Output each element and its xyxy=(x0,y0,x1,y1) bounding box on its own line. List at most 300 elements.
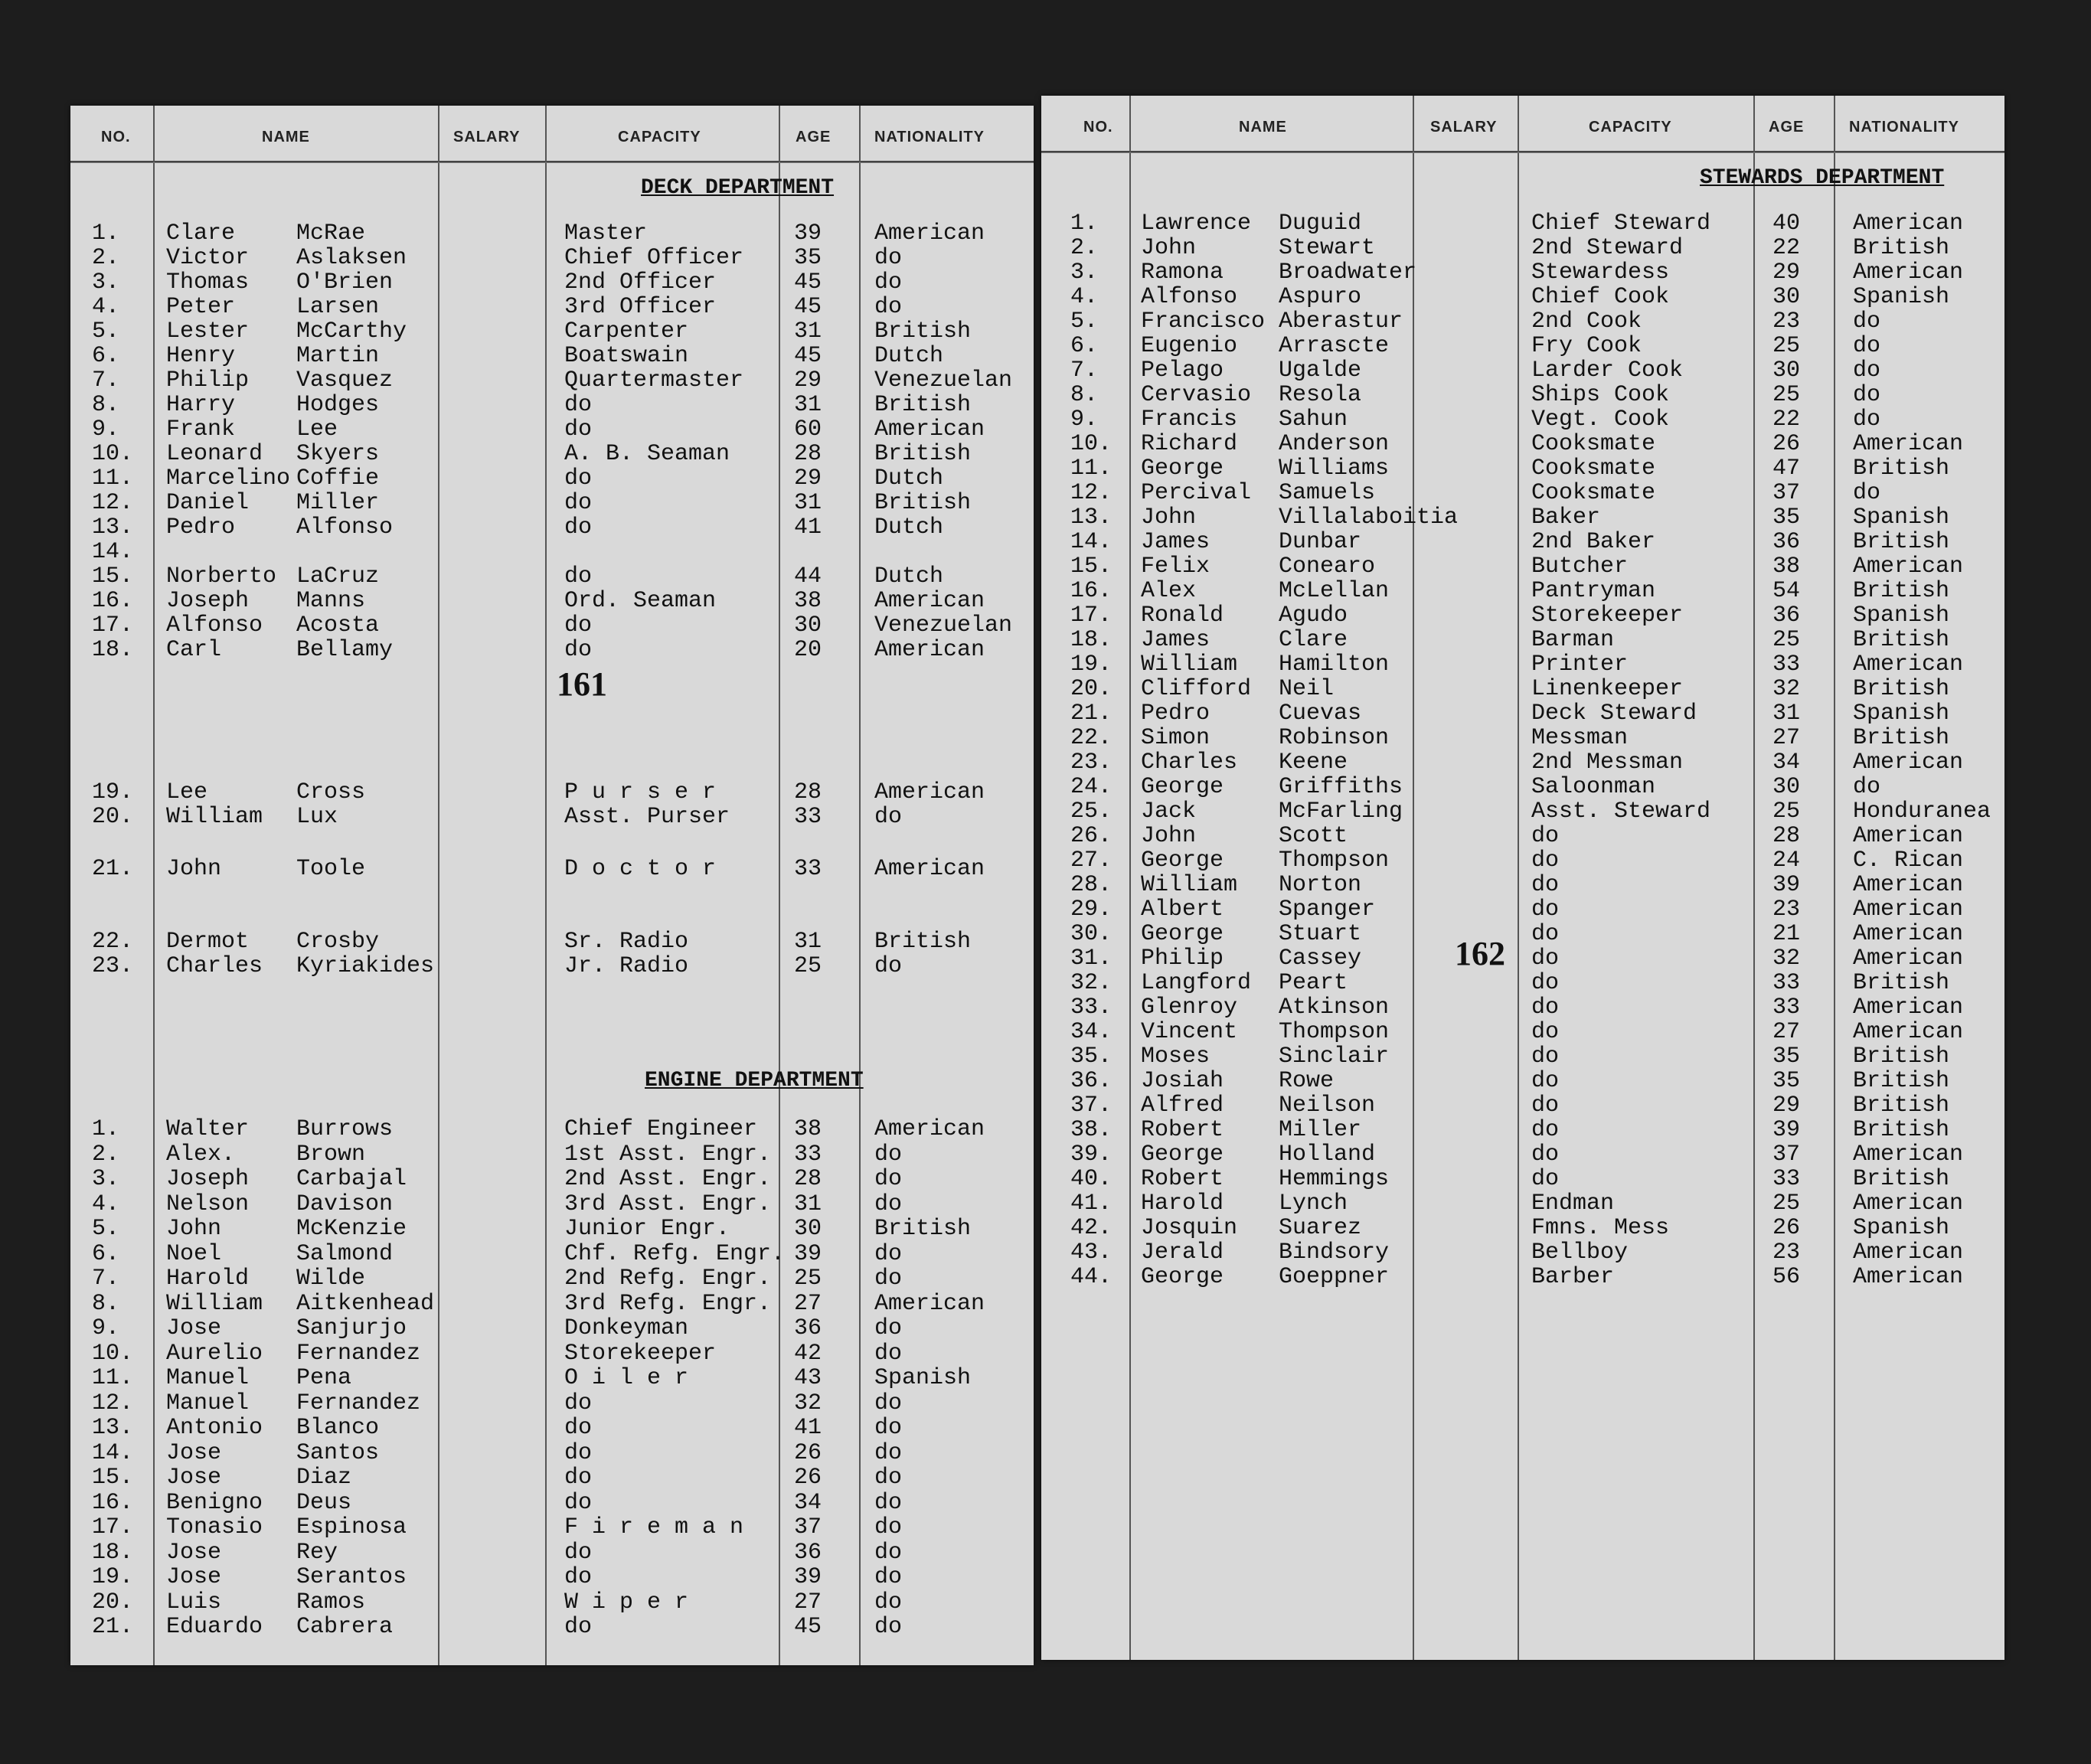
last-name: Rey xyxy=(296,1539,338,1566)
first-name: Albert xyxy=(1141,897,1224,923)
crew-row xyxy=(1041,211,2004,235)
age: 37 xyxy=(794,1514,822,1540)
row-number: 9. xyxy=(92,1315,120,1341)
age: 23 xyxy=(1772,1240,1801,1266)
row-number: 20. xyxy=(92,1589,134,1615)
first-name: Jerald xyxy=(1141,1240,1224,1266)
first-name: Marcelino xyxy=(166,466,291,492)
crew-row xyxy=(70,294,1034,318)
nationality: Spanish xyxy=(1853,505,1950,531)
capacity: do xyxy=(1531,897,1560,923)
first-name: John xyxy=(166,856,222,882)
row-number: 8. xyxy=(92,392,120,418)
crew-row xyxy=(70,1191,1034,1216)
age: 42 xyxy=(794,1340,822,1367)
capacity: Carpenter xyxy=(564,318,689,345)
nationality: British xyxy=(1853,456,1950,482)
first-name: Harold xyxy=(166,1266,250,1292)
last-name: Spanger xyxy=(1279,897,1376,923)
first-name: Manuel xyxy=(166,1390,250,1416)
nationality: do xyxy=(874,1390,903,1416)
capacity: Barber xyxy=(1531,1264,1615,1290)
row-number: 3. xyxy=(92,270,120,296)
right-manifest-page xyxy=(1041,96,2004,1660)
capacity: F i r e m a n xyxy=(564,1514,744,1540)
page-number: 161 xyxy=(557,665,607,703)
capacity: 1st Asst. Engr. xyxy=(564,1141,772,1168)
age: 54 xyxy=(1772,578,1801,604)
first-name: Alfonso xyxy=(1141,284,1238,310)
first-name: Joseph xyxy=(166,588,250,614)
first-name: Jose xyxy=(166,1315,222,1341)
first-name: Dermot xyxy=(166,929,250,955)
crew-row xyxy=(1041,921,2004,946)
nationality: do xyxy=(874,953,903,979)
nationality: do xyxy=(874,1240,903,1267)
nationality: do xyxy=(874,294,903,320)
capacity: Linenkeeper xyxy=(1531,676,1684,702)
crew-row xyxy=(70,1564,1034,1589)
capacity: do xyxy=(1531,995,1560,1021)
capacity: Ord. Seaman xyxy=(564,588,717,614)
capacity: Quartermaster xyxy=(564,368,744,394)
nationality: American xyxy=(874,1116,985,1142)
age: 30 xyxy=(794,1216,822,1242)
crew-row xyxy=(70,490,1034,514)
last-name: Conearo xyxy=(1279,554,1376,580)
row-number: 1. xyxy=(92,220,120,247)
first-name: John xyxy=(1141,505,1197,531)
nationality: American xyxy=(1853,1191,1964,1217)
nationality: British xyxy=(1853,1093,1950,1119)
last-name: Fernandez xyxy=(296,1390,421,1416)
last-name: Davison xyxy=(296,1191,394,1217)
nationality: American xyxy=(874,416,985,443)
crew-row xyxy=(70,1241,1034,1266)
row-number: 3. xyxy=(1070,260,1099,286)
last-name: Dunbar xyxy=(1279,529,1362,555)
crew-row xyxy=(70,1266,1034,1290)
last-name: Stuart xyxy=(1279,921,1362,947)
row-number: 41. xyxy=(1070,1191,1112,1217)
first-name: Harry xyxy=(166,392,236,418)
row-number: 14. xyxy=(1070,529,1112,555)
first-name: Antonio xyxy=(166,1415,263,1441)
last-name: Lee xyxy=(296,416,338,443)
crew-row xyxy=(70,441,1034,466)
capacity: Chief Officer xyxy=(564,245,744,271)
nationality: do xyxy=(874,1266,903,1292)
nationality: American xyxy=(1853,652,1964,678)
crew-row xyxy=(70,637,1034,662)
row-number: 4. xyxy=(92,294,120,320)
row-number: 32. xyxy=(1070,970,1112,996)
first-name: Pedro xyxy=(1141,701,1210,727)
crew-row xyxy=(70,539,1034,564)
capacity: Jr. Radio xyxy=(564,953,689,979)
first-name: John xyxy=(166,1216,222,1242)
crew-row xyxy=(1041,480,2004,505)
capacity: Storekeeper xyxy=(564,1340,717,1367)
crew-row xyxy=(1041,750,2004,774)
last-name: Aberastur xyxy=(1279,309,1403,335)
capacity: Storekeeper xyxy=(1531,603,1684,629)
first-name: Pedro xyxy=(166,514,236,541)
last-name: Cassey xyxy=(1279,946,1362,972)
row-number: 6. xyxy=(1070,333,1099,359)
last-name: McRae xyxy=(296,220,366,247)
nationality: British xyxy=(1853,235,1950,261)
crew-row xyxy=(1041,382,2004,407)
age: 39 xyxy=(1772,1117,1801,1143)
capacity: W i p e r xyxy=(564,1589,689,1615)
nationality: American xyxy=(874,856,985,882)
last-name: Sanjurjo xyxy=(296,1315,407,1341)
capacity: do xyxy=(1531,848,1560,874)
row-number: 24. xyxy=(1070,774,1112,800)
capacity: 2nd Officer xyxy=(564,270,717,296)
capacity: do xyxy=(1531,1117,1560,1143)
row-number: 31. xyxy=(1070,946,1112,972)
age: 25 xyxy=(1772,627,1801,653)
crew-row xyxy=(1041,946,2004,970)
nationality: do xyxy=(874,1415,903,1441)
row-number: 27. xyxy=(1070,848,1112,874)
row-number: 12. xyxy=(1070,480,1112,506)
crew-row xyxy=(70,1465,1034,1489)
row-number: 18. xyxy=(92,1539,134,1566)
capacity: do xyxy=(564,514,593,541)
row-number: 22. xyxy=(1070,725,1112,751)
age: 30 xyxy=(1772,284,1801,310)
row-number: 12. xyxy=(92,1390,134,1416)
row-number: 20. xyxy=(92,804,134,830)
age: 28 xyxy=(1772,823,1801,849)
nationality: British xyxy=(874,441,972,467)
age: 26 xyxy=(1772,431,1801,457)
age: 35 xyxy=(1772,505,1801,531)
header-no: NO. xyxy=(1083,119,1113,136)
row-number: 25. xyxy=(1070,799,1112,825)
age: 28 xyxy=(794,441,822,467)
row-number: 18. xyxy=(92,637,134,663)
nationality: Venezuelan xyxy=(874,368,1013,394)
nationality: British xyxy=(1853,1166,1950,1192)
capacity: Bellboy xyxy=(1531,1240,1629,1266)
capacity: do xyxy=(564,1465,593,1491)
crew-row xyxy=(1041,1068,2004,1093)
capacity: do xyxy=(564,637,593,663)
age: 38 xyxy=(1772,554,1801,580)
crew-row xyxy=(70,1589,1034,1614)
header-name: NAME xyxy=(1239,119,1287,136)
first-name: Victor xyxy=(166,245,250,271)
last-name: Sahun xyxy=(1279,407,1348,433)
nationality: do xyxy=(874,1315,903,1341)
crew-row xyxy=(70,368,1034,392)
crew-row xyxy=(1041,1264,2004,1289)
nationality: do xyxy=(874,1166,903,1192)
nationality: do xyxy=(874,1141,903,1168)
first-name: Eugenio xyxy=(1141,333,1238,359)
crew-row xyxy=(1041,603,2004,627)
first-name: George xyxy=(1141,1142,1224,1168)
row-number: 29. xyxy=(1070,897,1112,923)
row-number: 11. xyxy=(92,466,134,492)
capacity: Cooksmate xyxy=(1531,480,1656,506)
row-number: 10. xyxy=(1070,431,1112,457)
age: 33 xyxy=(1772,995,1801,1021)
nationality: American xyxy=(1853,897,1964,923)
last-name: Espinosa xyxy=(296,1514,407,1540)
last-name: Vasquez xyxy=(296,368,394,394)
row-number: 19. xyxy=(1070,652,1112,678)
nationality: British xyxy=(1853,1068,1950,1094)
capacity: do xyxy=(1531,1044,1560,1070)
first-name: George xyxy=(1141,774,1224,800)
crew-row xyxy=(70,588,1034,612)
crew-row xyxy=(1041,872,2004,897)
first-name: Manuel xyxy=(166,1365,250,1391)
last-name: Resola xyxy=(1279,382,1362,408)
crew-row xyxy=(70,466,1034,490)
last-name: O'Brien xyxy=(296,270,394,296)
last-name: Bindsory xyxy=(1279,1240,1390,1266)
last-name: Serantos xyxy=(296,1564,407,1590)
row-number: 19. xyxy=(92,1564,134,1590)
first-name: Ronald xyxy=(1141,603,1224,629)
crew-row xyxy=(1041,529,2004,554)
first-name: Percival xyxy=(1141,480,1252,506)
nationality: Honduranea xyxy=(1853,799,1991,825)
last-name: Thompson xyxy=(1279,1019,1390,1045)
first-name: Moses xyxy=(1141,1044,1210,1070)
capacity: Pantryman xyxy=(1531,578,1656,604)
last-name: Santos xyxy=(296,1439,380,1466)
age: 27 xyxy=(794,1589,822,1615)
age: 45 xyxy=(794,294,822,320)
row-number: 21. xyxy=(92,856,134,882)
nationality: Dutch xyxy=(874,564,944,590)
capacity: do xyxy=(564,392,593,418)
last-name: Blanco xyxy=(296,1415,380,1441)
crew-row xyxy=(1041,1044,2004,1068)
last-name: Skyers xyxy=(296,441,380,467)
row-number: 37. xyxy=(1070,1093,1112,1119)
age: 31 xyxy=(794,318,822,345)
first-name: Robert xyxy=(1141,1166,1224,1192)
last-name: Neil xyxy=(1279,676,1335,702)
age: 33 xyxy=(1772,1166,1801,1192)
capacity: 2nd Baker xyxy=(1531,529,1656,555)
capacity: 3rd Refg. Engr. xyxy=(564,1290,772,1317)
age: 36 xyxy=(794,1539,822,1566)
crew-row xyxy=(1041,995,2004,1019)
header-nationality: NATIONALITY xyxy=(1849,119,1959,136)
row-number: 14. xyxy=(92,539,134,565)
capacity: Chief Engineer xyxy=(564,1116,758,1142)
age: 60 xyxy=(794,416,822,443)
row-number: 2. xyxy=(1070,235,1099,261)
row-number: 43. xyxy=(1070,1240,1112,1266)
age: 39 xyxy=(1772,872,1801,898)
last-name: Kyriakides xyxy=(296,953,435,979)
row-number: 23. xyxy=(92,953,134,979)
age: 56 xyxy=(1772,1264,1801,1290)
age: 37 xyxy=(1772,480,1801,506)
age: 23 xyxy=(1772,897,1801,923)
crew-row xyxy=(1041,1019,2004,1044)
age: 33 xyxy=(1772,652,1801,678)
capacity: Baker xyxy=(1531,505,1601,531)
crew-row xyxy=(70,343,1034,368)
first-name: Frank xyxy=(166,416,236,443)
first-name: Cervasio xyxy=(1141,382,1252,408)
age: 26 xyxy=(1772,1215,1801,1241)
age: 21 xyxy=(1772,921,1801,947)
nationality: do xyxy=(1853,333,1881,359)
crew-row xyxy=(1041,333,2004,358)
row-number: 6. xyxy=(92,1240,120,1267)
last-name: Broadwater xyxy=(1279,260,1417,286)
capacity: do xyxy=(564,1614,593,1640)
first-name: Felix xyxy=(1141,554,1210,580)
age: 31 xyxy=(794,1191,822,1217)
deck-department-heading: DECK DEPARTMENT xyxy=(641,176,835,200)
nationality: Spanish xyxy=(1853,284,1950,310)
crew-row xyxy=(70,1614,1034,1638)
crew-row xyxy=(1041,627,2004,652)
crew-row xyxy=(70,1440,1034,1465)
last-name: Hodges xyxy=(296,392,380,418)
last-name: Aitkenhead xyxy=(296,1290,435,1317)
age: 35 xyxy=(1772,1044,1801,1070)
capacity: Barman xyxy=(1531,627,1615,653)
header-age: AGE xyxy=(796,129,831,145)
crew-row xyxy=(1041,260,2004,284)
last-name: Diaz xyxy=(296,1465,352,1491)
capacity: do xyxy=(1531,970,1560,996)
first-name: George xyxy=(1141,1264,1224,1290)
nationality: American xyxy=(874,588,985,614)
crew-row xyxy=(1041,1142,2004,1166)
crew-row xyxy=(1041,554,2004,578)
first-name: Jose xyxy=(166,1539,222,1566)
row-number: 4. xyxy=(92,1191,120,1217)
last-name: Fernandez xyxy=(296,1340,421,1367)
age: 27 xyxy=(1772,725,1801,751)
nationality: do xyxy=(874,1489,903,1516)
crew-row xyxy=(70,1116,1034,1141)
column-header-row xyxy=(70,106,1034,162)
capacity: Printer xyxy=(1531,652,1629,678)
last-name: Aslaksen xyxy=(296,245,407,271)
crew-row xyxy=(70,564,1034,588)
last-name: Acosta xyxy=(296,612,380,639)
capacity: do xyxy=(1531,1142,1560,1168)
first-name: Clare xyxy=(166,220,236,247)
crew-row xyxy=(70,1514,1034,1539)
first-name: Josiah xyxy=(1141,1068,1224,1094)
nationality: British xyxy=(1853,676,1950,702)
nationality: American xyxy=(1853,1019,1964,1045)
first-name: Lester xyxy=(166,318,250,345)
capacity: do xyxy=(1531,1068,1560,1094)
nationality: American xyxy=(1853,1264,1964,1290)
age: 34 xyxy=(1772,750,1801,776)
row-number: 5. xyxy=(1070,309,1099,335)
row-number: 13. xyxy=(92,1415,134,1441)
age: 30 xyxy=(794,612,822,639)
age: 44 xyxy=(794,564,822,590)
header-rule xyxy=(70,162,1034,163)
capacity: do xyxy=(1531,1166,1560,1192)
page-number: 162 xyxy=(1455,935,1505,972)
age: 23 xyxy=(1772,309,1801,335)
age: 39 xyxy=(794,1564,822,1590)
first-name: Alfonso xyxy=(166,612,263,639)
crew-row xyxy=(70,779,1034,804)
row-number: 4. xyxy=(1070,284,1099,310)
header-name: NAME xyxy=(262,129,310,145)
engine-department-heading: ENGINE DEPARTMENT xyxy=(645,1069,864,1093)
nationality: American xyxy=(1853,211,1964,237)
first-name: Thomas xyxy=(166,270,250,296)
last-name: Deus xyxy=(296,1489,352,1516)
capacity: 2nd Refg. Engr. xyxy=(564,1266,772,1292)
crew-row xyxy=(70,416,1034,441)
capacity: do xyxy=(1531,1019,1560,1045)
first-name: Eduardo xyxy=(166,1614,263,1640)
first-name: James xyxy=(1141,627,1210,653)
first-name: Alex xyxy=(1141,578,1197,604)
first-name: Charles xyxy=(1141,750,1238,776)
age: 25 xyxy=(1772,799,1801,825)
first-name: Lawrence xyxy=(1141,211,1252,237)
row-number: 10. xyxy=(92,1340,134,1367)
nationality: British xyxy=(1853,578,1950,604)
age: 29 xyxy=(794,466,822,492)
first-name: Jose xyxy=(166,1564,222,1590)
first-name: Clifford xyxy=(1141,676,1252,702)
age: 25 xyxy=(794,1266,822,1292)
row-number: 15. xyxy=(92,1465,134,1491)
crew-row xyxy=(1041,897,2004,921)
first-name: Simon xyxy=(1141,725,1210,751)
crew-row xyxy=(1041,774,2004,799)
capacity: A. B. Seaman xyxy=(564,441,730,467)
row-number: 5. xyxy=(92,1216,120,1242)
capacity: 3rd Officer xyxy=(564,294,717,320)
last-name: McKenzie xyxy=(296,1216,407,1242)
last-name: Villalaboitia xyxy=(1279,505,1459,531)
last-name: Goeppner xyxy=(1279,1264,1390,1290)
capacity: Junior Engr. xyxy=(564,1216,730,1242)
crew-row xyxy=(1041,358,2004,382)
crew-row xyxy=(70,1540,1034,1564)
row-number: 39. xyxy=(1070,1142,1112,1168)
row-number: 16. xyxy=(1070,578,1112,604)
crew-row xyxy=(1041,235,2004,260)
nationality: American xyxy=(1853,554,1964,580)
nationality: American xyxy=(1853,1240,1964,1266)
crew-row xyxy=(70,514,1034,539)
capacity: P u r s e r xyxy=(564,779,717,805)
age: 45 xyxy=(794,343,822,369)
capacity: do xyxy=(1531,872,1560,898)
capacity: Stewardess xyxy=(1531,260,1670,286)
header-nationality: NATIONALITY xyxy=(874,129,985,145)
